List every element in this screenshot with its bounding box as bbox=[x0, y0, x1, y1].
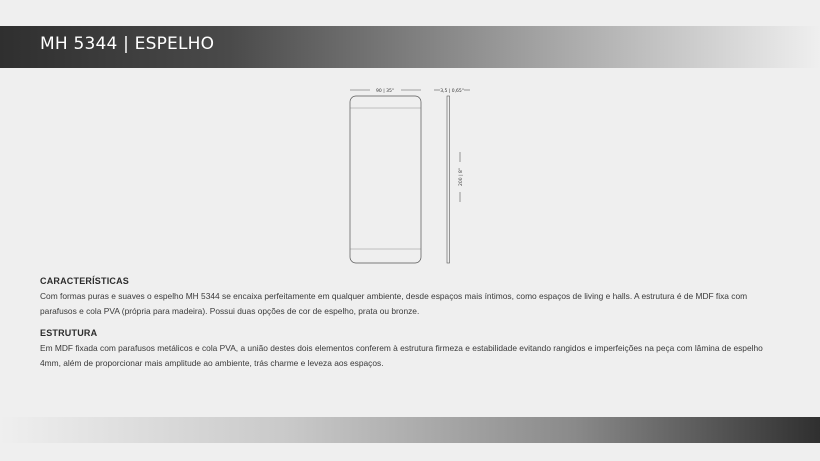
header-band bbox=[0, 26, 820, 68]
height-label: 200 | 8" bbox=[459, 168, 464, 186]
caracteristicas-section bbox=[40, 276, 770, 319]
caracteristicas-title: CARACTERÍSTICAS bbox=[40, 276, 130, 286]
mirror-drawing bbox=[340, 82, 480, 272]
estrutura-body: Em MDF fixada com parafusos metálicos e cola PVA, a união destes dois elementos conferem à estrutura firmeza e estabilidade evitando rangidos e imperfeições na peça com lâmina de espelho 4mm, além de proporcionar mais amplitude ao ambiente, trás charme e leveza aos espaços. bbox=[40, 343, 763, 368]
page-title: MH 5344 | ESPELHO bbox=[40, 34, 215, 54]
mirror-front-outline bbox=[350, 96, 421, 263]
footer-band bbox=[0, 417, 820, 443]
side-depth-label: 3,5 | 0,65" bbox=[440, 89, 464, 94]
front-width-label: 90 | 35" bbox=[376, 89, 394, 94]
caracteristicas-body: Com formas puras e suaves o espelho MH 5344 se encaixa perfeitamente em qualquer ambiente, desde espaços mais íntimos, como espaços de living e halls. A estrutura é de MDF fixa com parafusos e cola PVA (própria para madeira). Possui duas opções de cor de espelho, prata ou bronze. bbox=[40, 291, 748, 316]
estrutura-section bbox=[40, 328, 770, 371]
technical-drawing bbox=[340, 82, 480, 272]
estrutura-title: ESTRUTURA bbox=[40, 328, 98, 338]
mirror-side-outline bbox=[447, 96, 450, 263]
